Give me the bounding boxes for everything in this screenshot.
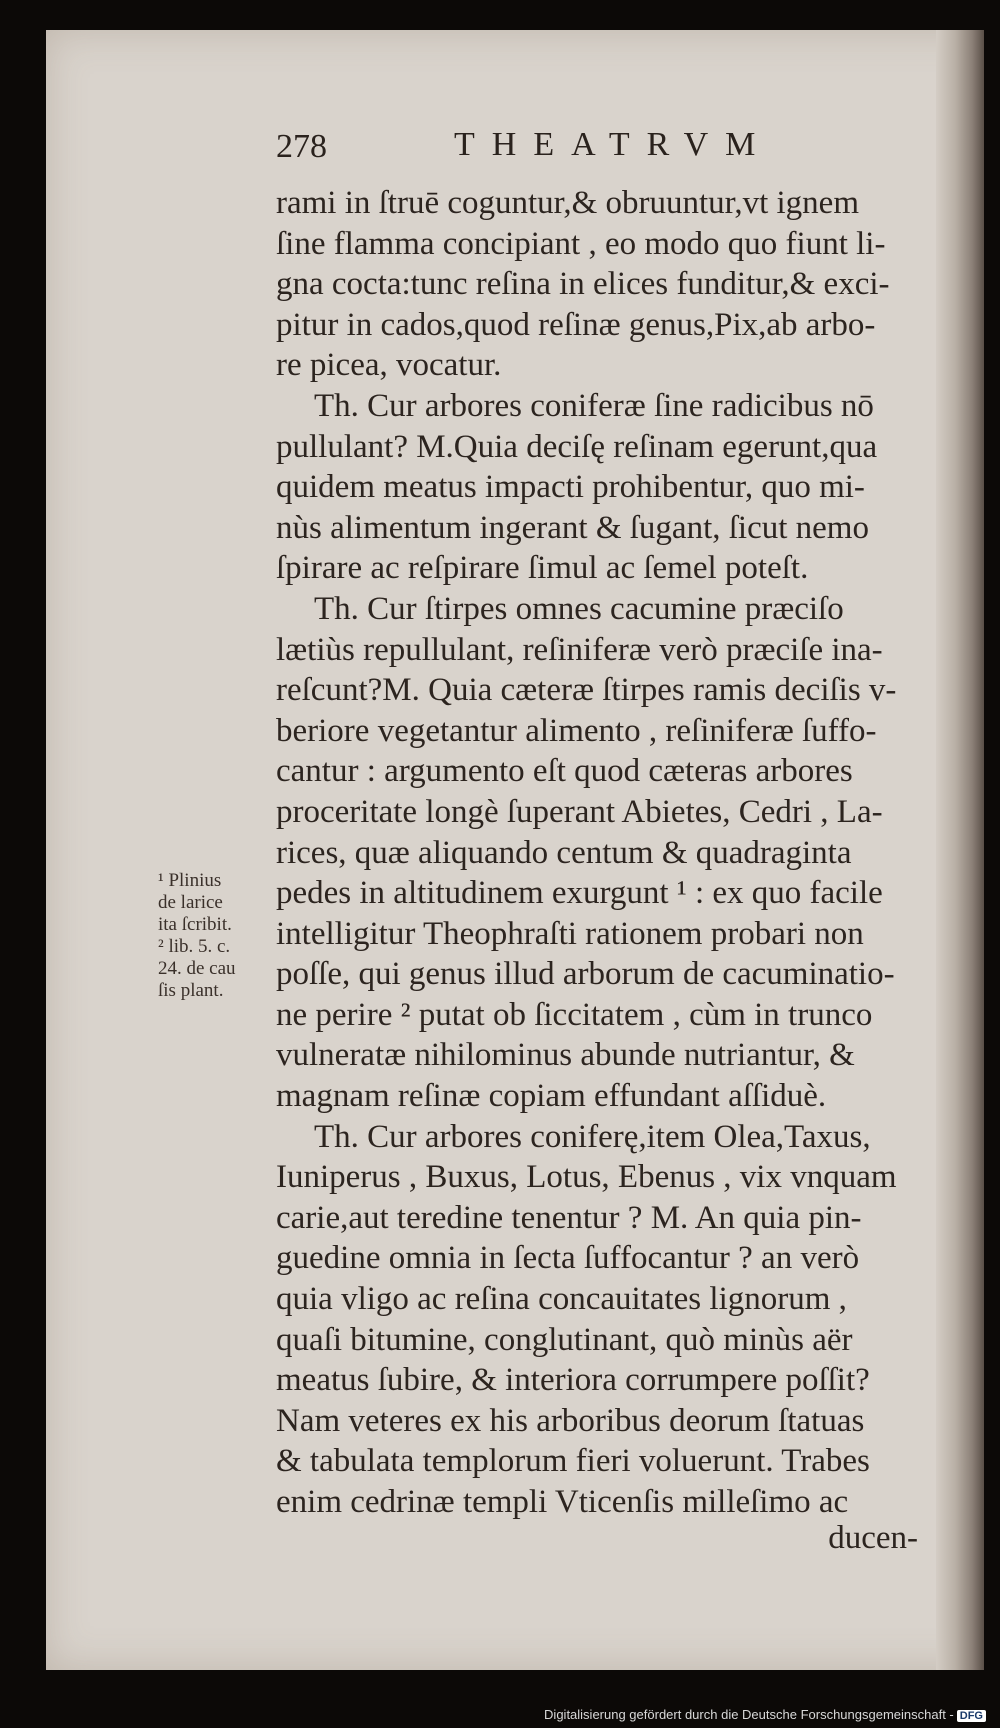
text-line: magnam reſinæ copiam effundant aſſiduè. (276, 1078, 827, 1115)
folio-number: 278 (276, 128, 327, 165)
text-line: Th. Cur arbores coniferæ ſine radicibus nō (314, 387, 874, 424)
margin-note-line: ita ſcribit. (158, 914, 232, 935)
text-line: quaſi bitumine, conglutinant, quò minùs aër (276, 1321, 853, 1358)
text-line: nùs alimentum ingerant & ſugant, ſicut nemo (276, 509, 869, 546)
text-line: pedes in altitudinem exurgunt ¹ : ex quo facile (276, 875, 883, 912)
text-line: rices, quæ aliquando centum & quadraginta (276, 834, 852, 871)
margin-note-line: 24. de cau (158, 958, 236, 979)
text-line: beriore vegetantur alimento , reſiniferæ ſuffo- (276, 712, 877, 749)
text-line: proceritate longè ſuperant Abietes, Cedri , La- (276, 793, 883, 830)
text-line: vulneratæ nihilominus abunde nutriantur, & (276, 1037, 855, 1074)
digitization-credit (544, 1707, 986, 1722)
text-line: meatus ſubire, & interiora corrumpere poſſit? (276, 1362, 870, 1399)
text-line: re picea, vocatur. (276, 347, 502, 384)
catchword-row (828, 1520, 918, 1557)
text-line: pullulant? M.Quia deciſę reſinam egerunt,qua (276, 428, 878, 465)
text-line: ſine flamma concipiant , eo modo quo fiunt li- (276, 225, 886, 262)
catchword: ducen- (828, 1520, 918, 1556)
dfg-logo: DFG (957, 1710, 986, 1722)
text-line: guedine omnia in ſecta ſuffocantur ? an verò (276, 1240, 860, 1277)
margin-note-line: de larice (158, 892, 223, 913)
text-line: Iuniperus , Buxus, Lotus, Ebenus , vix vnquam (276, 1159, 897, 1196)
text-line: quia vligo ac reſina concauitates lignorum , (276, 1281, 847, 1318)
text-line: cantur : argumento eſt quod cæteras arbores (276, 753, 853, 790)
text-line: Th. Cur ſtirpes omnes cacumine præciſo (314, 590, 844, 627)
margin-note (158, 870, 276, 1002)
text-line: ſpirare ac reſpirare ſimul ac ſemel poteſt. (276, 550, 809, 587)
margin-note-line: ¹ Plinius (158, 870, 222, 891)
text-line: Nam veteres ex his arboribus deorum ſtatuas (276, 1402, 865, 1439)
text-line: Th. Cur arbores coniferę,item Olea,Taxus, (314, 1118, 871, 1155)
text-line: enim cedrinæ templi Vticenſis milleſimo ac (276, 1484, 849, 1520)
text-line: pitur in cados,quod reſinæ genus,Pix,ab arbo- (276, 306, 876, 343)
text-line: & tabulata templorum fieri voluerunt. Trabes (276, 1443, 870, 1480)
text-line: gna cocta:tunc reſina in elices funditur,& exci- (276, 266, 890, 303)
text-line: reſcunt?M. Quia cæteræ ſtirpes ramis deciſis v- (276, 672, 897, 709)
text-line: rami in ſtruē coguntur,& obruuntur,vt ignem (276, 185, 859, 221)
margin-note-line: ſis plant. (158, 980, 224, 1001)
credit-text: Digitalisierung gefördert durch die Deutsche Forschungsgemeinschaft - (544, 1707, 954, 1722)
text-line: ne perire ² putat ob ſiccitatem , cùm in trunco (276, 996, 873, 1033)
text-line: poſſe, qui genus illud arborum de cacuminatio- (276, 956, 895, 993)
main-text (276, 183, 946, 1523)
text-line: intelligitur Theophraſti rationem probari non (276, 915, 864, 952)
book-page (46, 30, 984, 1670)
text-line: lætiùs repullulant, reſiniferæ verò præciſe ina- (276, 631, 883, 668)
text-line: quidem meatus impacti prohibentur, quo mi- (276, 469, 865, 506)
running-title: THEATRVM (454, 126, 773, 163)
page-header (276, 114, 806, 178)
margin-note-line: ² lib. 5. c. (158, 936, 231, 957)
text-line: carie,aut teredine tenentur ? M. An quia pin- (276, 1199, 862, 1236)
